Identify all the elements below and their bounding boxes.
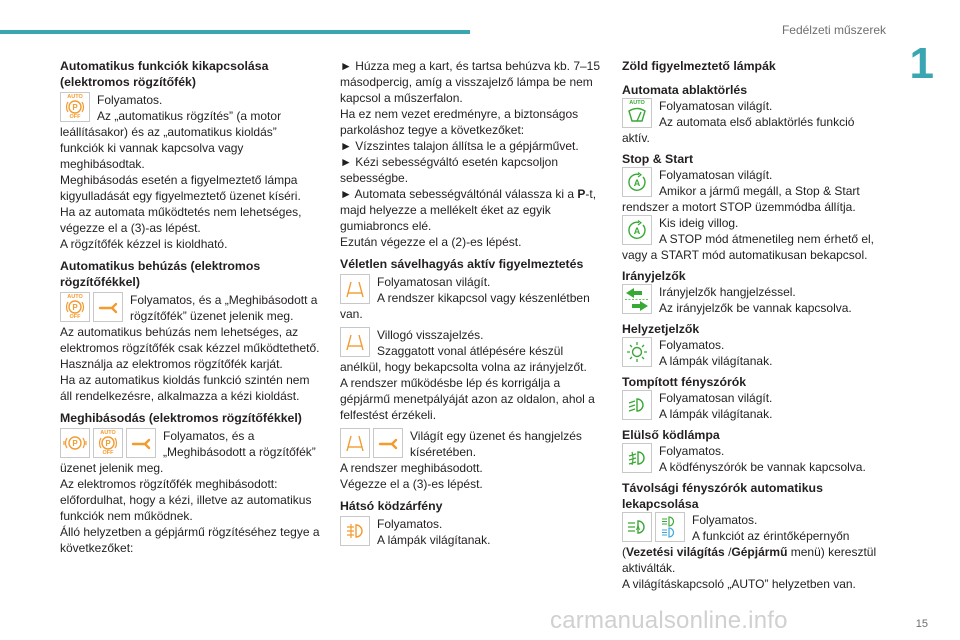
lane-departure-icon [340, 274, 370, 304]
icon-group [340, 428, 406, 458]
wrench-icon [373, 428, 403, 458]
entry-lead: Folyamatos. [659, 338, 725, 352]
icon-group [60, 292, 126, 322]
icon-group [622, 337, 655, 367]
entry-text: A STOP mód átmenetileg nem érhető el, vagy a START mód automatikusan bekapcsol. [622, 232, 875, 262]
paragraph: ► Húzza meg a kart, és tartsa behúzva kb. 7–15 másodpercig, amíg a visszajelző lámpa be nem kapcsol a műszerfalon. [340, 59, 601, 105]
warning-entry [60, 428, 322, 476]
chapter-number: 1 [909, 39, 934, 88]
indicator-entry [622, 512, 884, 544]
warning-entry [340, 428, 602, 460]
stop-start-icon [622, 215, 652, 245]
icon-group [622, 215, 655, 245]
front-fog-light-icon [622, 443, 652, 473]
entry-lead: Folyamatosan világít. [659, 391, 773, 405]
paragraph: Ha ez nem vezet eredményre, a biztonságos parkoláshoz tegye a következőket: [340, 107, 579, 137]
entry-text: A lámpák világítanak. [659, 407, 773, 421]
icon-group [622, 284, 655, 314]
entry-text: A funkciót az érintőképernyőn [692, 529, 850, 543]
entry-lead: Folyamatos. [97, 93, 163, 107]
section-title: Zöld figyelmeztető lámpák [622, 59, 776, 73]
entry-lead: Kis ideig villog. [659, 216, 739, 230]
entry-text: Folyamatos, és a „Meghibásodott a rögzítőfék” üzenet jelenik meg. [130, 293, 318, 323]
entry-lead: Folyamatos. [692, 513, 758, 527]
wrench-icon [93, 292, 123, 322]
svg-text:A: A [633, 226, 641, 236]
lane-departure-icon [340, 327, 370, 357]
dipped-beam-icon [622, 390, 652, 420]
icon-group [340, 516, 373, 546]
icon-group [60, 428, 159, 458]
entry-text: A ködfényszórók be vannak kapcsolva. [659, 460, 866, 474]
svg-text:P: P [105, 439, 111, 448]
svg-text:P: P [72, 439, 78, 448]
paragraph: Az elektromos rögzítőfék meghibásodott: [60, 477, 278, 491]
entry-text: A rendszer kikapcsol vagy készenlétben van. [340, 291, 590, 321]
svg-text:P: P [72, 303, 78, 312]
svg-text:A: A [635, 526, 641, 532]
indicator-entry [622, 167, 884, 215]
indicator-entry [622, 284, 884, 316]
entry-lead: Folyamatosan világít. [377, 275, 491, 289]
paragraph: A rendszer meghibásodott. [340, 461, 483, 475]
entry-lead: Világít egy üzenet és hangjelzés kíséretében. [410, 429, 582, 459]
svg-text:P: P [72, 103, 78, 112]
section-title: Automatikus behúzás (elektromos rögzítőfékkel) [60, 259, 261, 289]
warning-entry [60, 92, 322, 172]
warning-entry [60, 292, 322, 324]
column-3 [622, 58, 884, 592]
auto-parking-brake-off-icon: AUTO P OFF [93, 428, 123, 458]
entry-lead: Irányjelzők hangjelzéssel. [659, 285, 796, 299]
entry-text: Az irányjelzők be vannak kapcsolva. [659, 301, 852, 315]
icon-group [622, 167, 655, 197]
subsection-title: Elülső ködlámpa [622, 428, 720, 442]
icon-group [622, 390, 655, 420]
section-title: Automatikus funkciók kikapcsolása (elektromos rögzítőfék) [60, 59, 269, 89]
paragraph: Ha az automatikus kioldás funkció szintén nem áll rendelkezésre, alkalmazza a kézi kioldást. [60, 373, 310, 403]
section-title: Meghibásodás (elektromos rögzítőfékkel) [60, 411, 302, 425]
paragraph: ► Automata sebességváltónál válassza ki a P-t, majd helyezze a mellékelt éket az egyik gumiabroncs elé. [340, 187, 597, 233]
paragraph: (Vezetési világítás /Gépjármű menü) keresztül aktiválták. [622, 545, 877, 575]
paragraph: Álló helyzetben a gépjármű rögzítéséhez tegye a következőket: [60, 525, 320, 555]
auto-high-beam-icon [655, 512, 685, 542]
turn-signal-icon [622, 284, 652, 314]
side-lights-icon [622, 337, 652, 367]
icon-group [340, 274, 373, 304]
indicator-entry [622, 337, 884, 369]
entry-text: Az automata első ablaktörlés funkció aktív. [622, 115, 855, 145]
indicator-entry [622, 215, 884, 263]
paragraph: A rendszer működésbe lép és korrigálja a gépjármű menetpályáját azon az oldalon, ahol a felfestést érzékeli. [340, 376, 595, 422]
indicator-entry [622, 443, 884, 475]
column-2 [340, 58, 602, 548]
subsection-title: Távolsági fényszórók automatikus lekapcsolása [622, 481, 823, 511]
column-1 [60, 58, 322, 556]
section-title: Hátsó ködzárfény [340, 499, 443, 513]
entry-text: Amikor a jármű megáll, a Stop & Start rendszer a motort STOP üzemmódba állítja. [622, 184, 860, 214]
auto-wiper-icon: AUTO [622, 98, 652, 128]
entry-lead: Folyamatos. [659, 444, 725, 458]
paragraph: Ezután végezze el a (2)-es lépést. [340, 235, 522, 249]
subsection-title: Automata ablaktörlés [622, 83, 748, 97]
paragraph: A világításkapcsoló „AUTO” helyzetben van. [622, 577, 856, 591]
auto-parking-brake-off-icon: AUTO P OFF [60, 92, 90, 122]
entry-lead: Folyamatosan világít. [659, 99, 773, 113]
rear-fog-light-icon [340, 516, 370, 546]
stop-start-icon [622, 167, 652, 197]
wrench-icon [126, 428, 156, 458]
icon-group [622, 98, 655, 128]
icon-group [622, 512, 688, 542]
entry-lead: Folyamatosan világít. [659, 168, 773, 182]
entry-text: A lámpák világítanak. [377, 533, 491, 547]
icon-group [340, 327, 373, 357]
watermark: carmanualsonline.info [550, 607, 788, 634]
page-number: 15 [915, 618, 928, 630]
entry-text: Szaggatott vonal átlépésére készül anélkül, hogy bekapcsolta volna az irányjelzőt. [340, 344, 587, 374]
entry-text: A lámpák világítanak. [659, 354, 773, 368]
paragraph: ► Vízszintes talajon állítsa le a gépjárművet. [340, 139, 579, 153]
subsection-title: Irányjelzők [622, 269, 686, 283]
auto-parking-brake-off-icon: AUTO P OFF [60, 292, 90, 322]
paragraph: A rögzítőfék kézzel is kioldható. [60, 237, 228, 251]
subsection-title: Tompított fényszórók [622, 375, 747, 389]
header-accent-bar [0, 30, 470, 34]
icon-group [60, 92, 93, 122]
icon-group [622, 443, 655, 473]
running-header: Fedélzeti műszerek [781, 23, 886, 37]
paragraph: Meghibásodás esetén a figyelmeztető lámpa kigyulladását egy figyelmeztető üzenet kíséri. [60, 173, 301, 203]
warning-entry [340, 274, 602, 322]
paragraph: Használja az elektromos rögzítőfék karját. [60, 357, 283, 371]
entry-text: Folyamatos, és a „Meghibásodott a rögzítőfék” üzenet jelenik meg. [60, 429, 316, 475]
section-title: Véletlen sávelhagyás aktív figyelmeztetés [340, 257, 584, 271]
svg-text:A: A [633, 178, 641, 188]
paragraph: előfordulhat, hogy a kézi, illetve az automatikus funkciók nem működnek. [60, 493, 312, 523]
warning-entry [340, 327, 602, 375]
paragraph: Végezze el a (3)-es lépést. [340, 477, 483, 491]
lane-departure-icon [340, 428, 370, 458]
entry-lead: Folyamatos. [377, 517, 443, 531]
subsection-title: Helyzetjelzők [622, 322, 700, 336]
entry-text: Az „automatikus rögzítés” (a motor leállításakor) és az „automatikus kioldás” funkciók ki vannak kapcsolva vagy meghibásodtak. [60, 109, 282, 171]
auto-high-beam-icon [622, 512, 652, 542]
indicator-entry [622, 98, 884, 146]
subsection-title: Stop & Start [622, 152, 694, 166]
parking-brake-fault-icon [60, 428, 90, 458]
warning-entry [340, 516, 602, 548]
indicator-entry [622, 390, 884, 422]
entry-lead: Villogó visszajelzés. [377, 328, 484, 342]
paragraph: Ha az automata működtetés nem lehetséges, végezze el a (3)-as lépést. [60, 205, 302, 235]
paragraph: Az automatikus behúzás nem lehetséges, az elektromos rögzítőfék csak kézzel működtethető. [60, 325, 320, 355]
paragraph: ► Kézi sebességváltó esetén kapcsoljon sebességbe. [340, 155, 559, 185]
